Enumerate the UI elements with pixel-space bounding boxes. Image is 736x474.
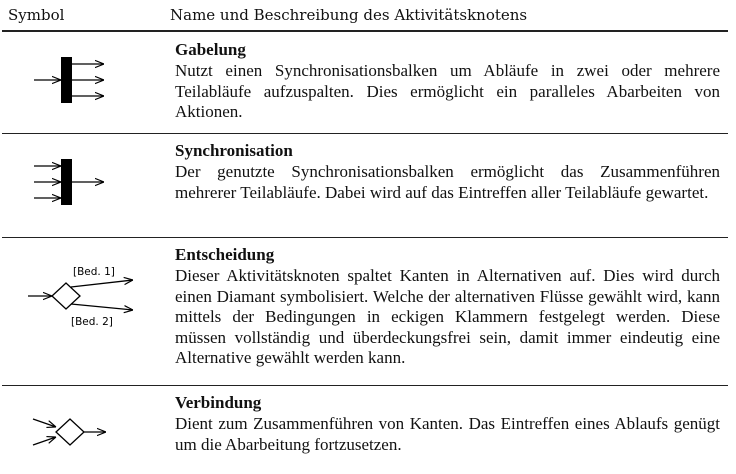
guard-label-top: [Bed. 1] (73, 266, 115, 278)
header-symbol: Symbol (8, 6, 65, 24)
fork-bar-icon (0, 36, 165, 136)
row-title: Entscheidung (175, 245, 275, 264)
row-divider (2, 385, 728, 386)
table-header (0, 0, 736, 30)
row-title: Gabelung (175, 40, 246, 59)
row-description: Dieser Aktivitätsknoten spaltet Kanten in Alternativen auf. Dies wird durch einen Diamant symbolisiert. Welche der alternativen Flüsse gewählt wird, kann mittels der Bedingungen in eckigen Klammern festgelegt werden. Diese müssen vollständig und überdeckungsfrei sein, damit immer eindeutig eine Alternative gewählt werden kann. (175, 266, 720, 367)
row-divider (2, 133, 728, 134)
merge-diamond-icon (0, 390, 165, 474)
header-rule (2, 30, 728, 32)
join-bar-icon (0, 138, 165, 238)
table-row (0, 390, 736, 470)
table-row (0, 242, 736, 382)
row-description: Nutzt einen Synchronisationsbalken um Abläufe in zwei oder mehrere Teilabläufe aufzuspalten. Dies ermöglicht ein paralleles Abarbeiten von Aktionen. (175, 61, 720, 121)
row-divider (2, 237, 728, 238)
row-title: Verbindung (175, 393, 262, 412)
table-row (0, 36, 736, 132)
header-description: Name und Beschreibung des Aktivitätsknotens (170, 6, 528, 24)
row-title: Synchronisation (175, 141, 293, 160)
table-row (0, 138, 736, 234)
row-description: Dient zum Zusammenführen von Kanten. Das Eintreffen eines Ablaufs genügt um die Abarbeitung fortzusetzen. (175, 414, 720, 454)
guard-label-bottom: [Bed. 2] (71, 316, 113, 328)
decision-diamond-icon (0, 242, 165, 386)
row-description: Der genutzte Synchronisationsbalken ermöglicht das Zusammenführen mehrerer Teilabläufe. Dabei wird auf das Eintreffen aller Teilabläufe gewartet. (175, 162, 720, 202)
